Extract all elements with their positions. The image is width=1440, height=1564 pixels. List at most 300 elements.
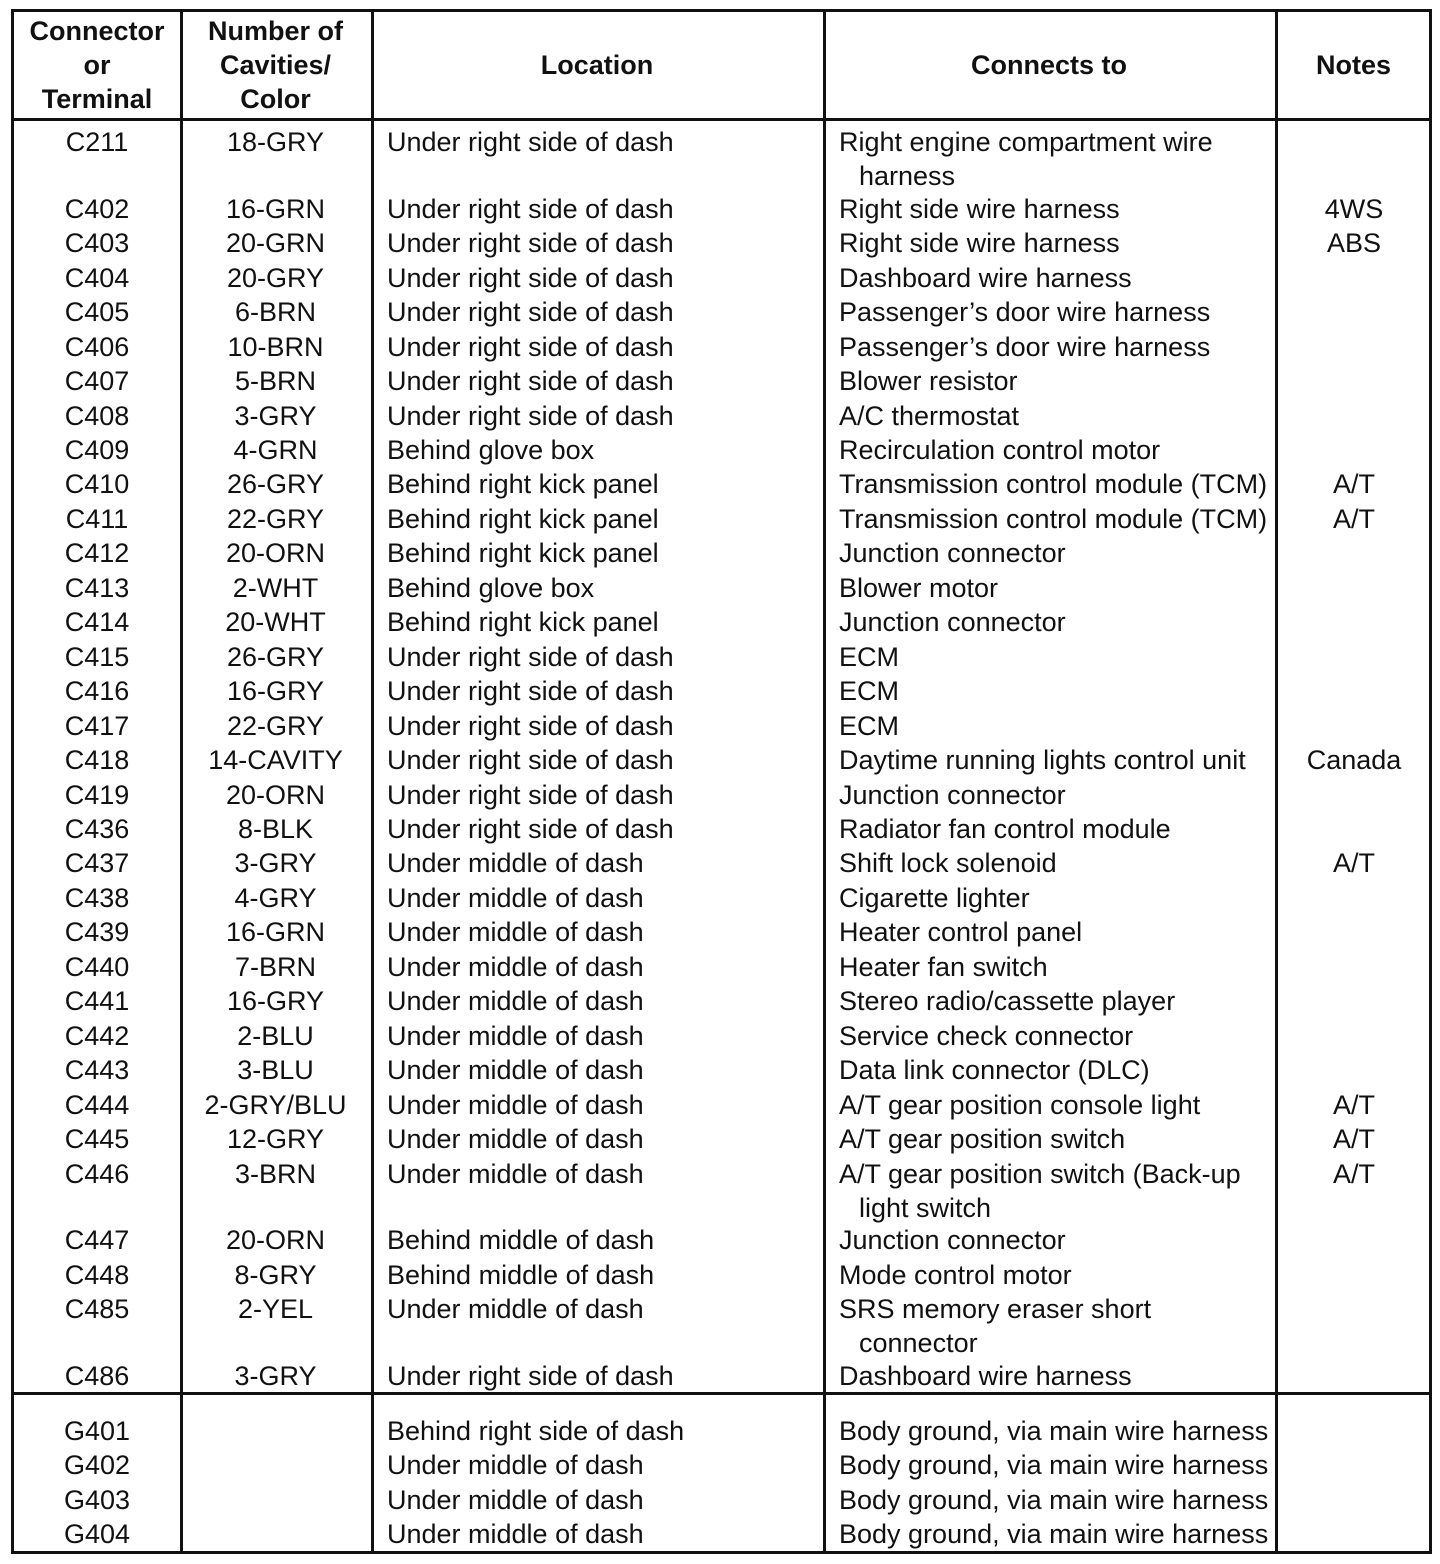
connects-to-cell-text: Service check connector: [839, 1021, 1134, 1051]
location-cell-text: Behind right kick panel: [387, 504, 659, 534]
location-cell-text: Under right side of dash: [387, 297, 674, 327]
connects-to-cell: [839, 846, 1279, 880]
cavities-cell: [180, 1258, 371, 1292]
connects-to-cell: [839, 640, 1279, 674]
cavities-cell: [180, 330, 371, 364]
connector-cell-text: C445: [64, 1124, 130, 1154]
connector-cell-text: C408: [64, 401, 130, 431]
location-cell-text: Under middle of dash: [387, 1294, 644, 1324]
connects-to-cell: [839, 1157, 1279, 1225]
connects-to-cell-text: A/T gear position switch: [839, 1124, 1126, 1154]
location-cell-text: Behind right side of dash: [387, 1416, 685, 1446]
connects-to-cell-text: Junction connector: [839, 607, 1066, 637]
cavities-cell-text: 3-GRY: [234, 1361, 317, 1391]
connects-to-cell-text: Mode control motor: [839, 1260, 1072, 1290]
connects-to-cell-text: Body ground, via main wire harness: [839, 1416, 1269, 1446]
notes-cell-text: ABS: [1326, 228, 1382, 258]
cavities-cell-text: 20-GRY: [226, 263, 325, 293]
location-cell-text: Under middle of dash: [387, 1021, 644, 1051]
connects-to-cell: [839, 1414, 1279, 1448]
connects-to-cell: [839, 1258, 1279, 1292]
connects-to-cell-text: Body ground, via main wire harness: [839, 1519, 1269, 1549]
cavities-cell-text: 8-BLK: [237, 814, 314, 844]
cavities-cell: [180, 364, 371, 398]
cavities-cell: [180, 950, 371, 984]
connector-cell-text: C412: [64, 538, 130, 568]
cavities-cell-text: 16-GRY: [226, 986, 325, 1016]
connects-to-continuation: harness: [859, 161, 956, 191]
connects-to-cell: [839, 743, 1279, 777]
connector-cell: [14, 502, 180, 536]
notes-cell-text: 4WS: [1324, 194, 1384, 224]
cavities-cell: [180, 467, 371, 501]
cavities-cell-text: 4-GRN: [233, 435, 318, 465]
location-cell: [387, 1359, 817, 1393]
cavities-cell-text: 26-GRY: [226, 469, 325, 499]
location-cell-text: Under right side of dash: [387, 401, 674, 431]
connector-cell: [14, 846, 180, 880]
connector-cell: [14, 571, 180, 605]
connector-cell: [14, 192, 180, 226]
connects-to-cell: [839, 226, 1279, 260]
notes-cell: [1276, 502, 1432, 536]
cavities-cell: [180, 1223, 371, 1257]
notes-cell: [1276, 1088, 1432, 1122]
connects-to-cell-text: Right engine compartment wire: [839, 127, 1213, 157]
connector-cell-text: C485: [64, 1294, 130, 1324]
cavities-cell: [180, 433, 371, 467]
location-cell-text: Under right side of dash: [387, 780, 674, 810]
connector-cell-text: C417: [64, 711, 130, 741]
connects-to-cell-text: Junction connector: [839, 780, 1066, 810]
connector-cell: [14, 295, 180, 329]
location-cell: [387, 1088, 817, 1122]
cavities-cell-text: 5-BRN: [234, 366, 316, 396]
connector-cell-text: G401: [63, 1416, 131, 1446]
notes-cell-text: Canada: [1306, 745, 1402, 775]
column-divider: [371, 12, 374, 1551]
connector-cell: [14, 1157, 180, 1191]
location-cell: [387, 330, 817, 364]
connects-to-cell: [839, 433, 1279, 467]
connects-to-cell-text: Heater control panel: [839, 917, 1083, 947]
location-cell-text: Under right side of dash: [387, 814, 674, 844]
connects-to-continuation: light switch: [859, 1193, 992, 1223]
connector-cell: [14, 812, 180, 846]
cavities-cell: [180, 261, 371, 295]
connector-cell: [14, 1053, 180, 1087]
connector-cell: [14, 399, 180, 433]
notes-cell-text: A/T: [1332, 1090, 1375, 1120]
location-cell: [387, 915, 817, 949]
cavities-cell: [180, 399, 371, 433]
cavities-cell-text: 2-GRY/BLU: [204, 1090, 347, 1120]
cavities-cell: [180, 778, 371, 812]
cavities-cell-text: 2-BLU: [237, 1021, 314, 1051]
connector-cell: [14, 125, 180, 159]
connects-to-cell-text: Recirculation control motor: [839, 435, 1161, 465]
connects-to-cell: [839, 1223, 1279, 1257]
header-notes: Notes: [1315, 50, 1391, 80]
connects-to-cell: [839, 467, 1279, 501]
cavities-cell-text: 2-WHT: [232, 573, 319, 603]
connector-cell: [14, 984, 180, 1018]
connects-to-cell: [839, 261, 1279, 295]
location-cell-text: Under right side of dash: [387, 194, 674, 224]
cavities-cell-text: 2-YEL: [237, 1294, 314, 1324]
location-cell: [387, 192, 817, 226]
connector-cell: [14, 1019, 180, 1053]
connector-cell: [14, 433, 180, 467]
location-cell-text: Behind right kick panel: [387, 607, 659, 637]
connector-cell-text: C413: [64, 573, 130, 603]
connects-to-cell: [839, 674, 1279, 708]
cavities-cell: [180, 1359, 371, 1393]
location-cell: [387, 433, 817, 467]
connects-to-cell: [839, 1359, 1279, 1393]
cavities-cell: [180, 709, 371, 743]
cavities-cell-text: 3-BRN: [234, 1159, 316, 1189]
location-cell-text: Under middle of dash: [387, 917, 644, 947]
connects-to-cell-text: A/C thermostat: [839, 401, 1020, 431]
connector-cell: [14, 605, 180, 639]
cavities-cell: [180, 1292, 371, 1326]
connector-cell-text: C446: [64, 1159, 130, 1189]
connector-cell-text: C437: [64, 848, 130, 878]
connects-to-cell: [839, 605, 1279, 639]
location-cell: [387, 846, 817, 880]
location-cell-text: Behind right kick panel: [387, 469, 659, 499]
connects-to-cell-text: ECM: [839, 676, 899, 706]
connector-cell-text: C436: [64, 814, 130, 844]
cavities-cell: [180, 226, 371, 260]
connector-cell: [14, 1292, 180, 1326]
connects-to-cell: [839, 709, 1279, 743]
connector-cell: [14, 226, 180, 260]
connector-cell-text: C415: [64, 642, 130, 672]
connects-to-cell-text: Body ground, via main wire harness: [839, 1450, 1269, 1480]
location-cell-text: Under right side of dash: [387, 366, 674, 396]
connects-to-cell: [839, 1448, 1279, 1482]
connects-to-cell: [839, 295, 1279, 329]
location-cell: [387, 1019, 817, 1053]
connector-cell-text: C407: [64, 366, 130, 396]
cavities-cell-text: 16-GRN: [225, 194, 326, 224]
cavities-cell: [180, 536, 371, 570]
cavities-cell-text: 16-GRN: [225, 917, 326, 947]
cavities-cell-text: 18-GRY: [226, 127, 325, 157]
connector-cell: [14, 640, 180, 674]
notes-cell: [1276, 743, 1432, 777]
cavities-cell: [180, 743, 371, 777]
location-cell-text: Under middle of dash: [387, 1450, 644, 1480]
location-cell-text: Behind middle of dash: [387, 1260, 655, 1290]
location-cell: [387, 1258, 817, 1292]
connector-cell: [14, 1448, 180, 1482]
cavities-cell: [180, 1053, 371, 1087]
location-cell-text: Under right side of dash: [387, 745, 674, 775]
notes-cell: [1276, 467, 1432, 501]
connects-to-cell: [839, 984, 1279, 1018]
location-cell-text: Under middle of dash: [387, 1124, 644, 1154]
connects-to-cell: [839, 1053, 1279, 1087]
notes-cell-text: A/T: [1332, 848, 1375, 878]
connects-to-cell: [839, 881, 1279, 915]
connector-cell-text: C402: [64, 194, 130, 224]
cavities-cell: [180, 640, 371, 674]
connector-cell: [14, 536, 180, 570]
connects-to-cell: [839, 1517, 1279, 1551]
connects-to-cell-text: Right side wire harness: [839, 228, 1120, 258]
cavities-cell: [180, 1122, 371, 1156]
connects-to-cell: [839, 571, 1279, 605]
cavities-cell-text: 20-ORN: [225, 1225, 326, 1255]
connects-to-cell: [839, 192, 1279, 226]
cavities-cell-text: 20-ORN: [225, 538, 326, 568]
notes-cell-text: A/T: [1332, 1159, 1375, 1189]
connector-cell-text: C441: [64, 986, 130, 1016]
notes-cell-text: A/T: [1332, 1124, 1375, 1154]
location-cell: [387, 709, 817, 743]
cavities-cell: [180, 295, 371, 329]
connector-cell-text: C403: [64, 228, 130, 258]
connector-cell: [14, 1517, 180, 1551]
connector-cell-text: C410: [64, 469, 130, 499]
connector-cell: [14, 261, 180, 295]
connector-cell: [14, 1223, 180, 1257]
connector-cell: [14, 950, 180, 984]
connects-to-cell-text: Shift lock solenoid: [839, 848, 1057, 878]
location-cell: [387, 743, 817, 777]
connector-cell-text: C211: [65, 127, 129, 157]
connects-to-cell: [839, 364, 1279, 398]
connector-cell: [14, 915, 180, 949]
location-cell: [387, 812, 817, 846]
connector-cell-text: C448: [64, 1260, 130, 1290]
location-cell-text: Under middle of dash: [387, 986, 644, 1016]
connects-to-cell-text: Blower motor: [839, 573, 999, 603]
cavities-cell: [180, 846, 371, 880]
connector-cell-text: G402: [63, 1450, 131, 1480]
cavities-cell-text: 3-GRY: [234, 848, 317, 878]
cavities-cell-text: 12-GRY: [226, 1124, 325, 1154]
cavities-cell: [180, 984, 371, 1018]
cavities-cell-text: 20-GRN: [225, 228, 326, 258]
location-cell: [387, 1122, 817, 1156]
header-divider: [14, 118, 1429, 121]
location-cell-text: Under right side of dash: [387, 228, 674, 258]
location-cell-text: Behind glove box: [387, 573, 595, 603]
connects-to-cell: [839, 915, 1279, 949]
connects-to-cell-text: Passenger’s door wire harness: [839, 297, 1211, 327]
connector-cell: [14, 467, 180, 501]
connector-cell: [14, 1088, 180, 1122]
connector-cell-text: C414: [64, 607, 130, 637]
connector-cell-text: C438: [64, 883, 130, 913]
connector-cell-text: C486: [64, 1361, 130, 1391]
connects-to-cell-text: SRS memory eraser short: [839, 1294, 1152, 1324]
notes-cell: [1276, 192, 1432, 226]
cavities-cell: [180, 502, 371, 536]
connects-to-cell: [839, 399, 1279, 433]
connects-to-cell-text: Transmission control module (TCM): [839, 469, 1268, 499]
cavities-cell-text: 3-BLU: [237, 1055, 314, 1085]
location-cell: [387, 1483, 817, 1517]
connects-to-cell-text: Passenger’s door wire harness: [839, 332, 1211, 362]
location-cell: [387, 467, 817, 501]
notes-cell: [1276, 1157, 1432, 1191]
cavities-cell-text: 8-GRY: [234, 1260, 317, 1290]
notes-cell: [1276, 1122, 1432, 1156]
location-cell-text: Under right side of dash: [387, 332, 674, 362]
connects-to-cell-text: Transmission control module (TCM): [839, 504, 1268, 534]
connector-cell: [14, 778, 180, 812]
cavities-cell-text: 20-WHT: [225, 607, 326, 637]
connects-to-cell-text: Radiator fan control module: [839, 814, 1171, 844]
connects-to-cell-text: Right side wire harness: [839, 194, 1120, 224]
location-cell: [387, 571, 817, 605]
cavities-cell-text: 3-GRY: [234, 401, 317, 431]
cavities-cell-text: 6-BRN: [234, 297, 316, 327]
connector-cell-text: C442: [64, 1021, 130, 1051]
location-cell-text: Under right side of dash: [387, 642, 674, 672]
location-cell-text: Under middle of dash: [387, 883, 644, 913]
location-cell: [387, 1448, 817, 1482]
location-cell: [387, 640, 817, 674]
cavities-cell: [180, 881, 371, 915]
connector-cell-text: C419: [64, 780, 130, 810]
location-cell-text: Under right side of dash: [387, 711, 674, 741]
location-cell-text: Under right side of dash: [387, 1361, 674, 1391]
location-cell-text: Under right side of dash: [387, 676, 674, 706]
connector-cell-text: C406: [64, 332, 130, 362]
location-cell-text: Under middle of dash: [387, 1485, 644, 1515]
connects-to-continuation: connector: [859, 1328, 978, 1358]
connects-to-cell: [839, 950, 1279, 984]
location-cell: [387, 125, 817, 159]
cavities-cell-text: 10-BRN: [227, 332, 324, 362]
location-cell-text: Under middle of dash: [387, 848, 644, 878]
cavities-cell: [180, 915, 371, 949]
connector-cell: [14, 364, 180, 398]
cavities-cell: [180, 605, 371, 639]
location-cell-text: Behind middle of dash: [387, 1225, 655, 1255]
connector-cell-text: C404: [64, 263, 130, 293]
header-location: Location: [540, 50, 654, 80]
location-cell: [387, 399, 817, 433]
connects-to-cell: [839, 1122, 1279, 1156]
connector-cell: [14, 1414, 180, 1448]
cavities-cell: [180, 571, 371, 605]
connects-to-cell: [839, 1088, 1279, 1122]
connects-to-cell-text: Stereo radio/cassette player: [839, 986, 1176, 1016]
location-cell: [387, 226, 817, 260]
location-cell-text: Under middle of dash: [387, 952, 644, 982]
connector-cell: [14, 743, 180, 777]
connector-cell-text: C418: [64, 745, 130, 775]
location-cell-text: Under middle of dash: [387, 1090, 644, 1120]
location-cell-text: Under middle of dash: [387, 1519, 644, 1549]
location-cell-text: Under middle of dash: [387, 1159, 644, 1189]
connects-to-cell-text: Daytime running lights control unit: [839, 745, 1246, 775]
notes-cell-text: A/T: [1332, 504, 1375, 534]
cavities-cell-text: 22-GRY: [226, 711, 325, 741]
location-cell: [387, 261, 817, 295]
cavities-cell: [180, 125, 371, 159]
connector-cell-text: C443: [64, 1055, 130, 1085]
header-connector: Connector or Terminal: [29, 16, 165, 114]
connector-cell-text: C444: [64, 1090, 130, 1120]
cavities-cell: [180, 674, 371, 708]
connects-to-cell: [839, 1483, 1279, 1517]
cavities-cell-text: 7-BRN: [234, 952, 316, 982]
location-cell: [387, 950, 817, 984]
connects-to-cell-text: A/T gear position console light: [839, 1090, 1201, 1120]
connects-to-cell: [839, 1292, 1279, 1360]
connector-cell-text: C405: [64, 297, 130, 327]
location-cell: [387, 536, 817, 570]
cavities-cell-text: 22-GRY: [226, 504, 325, 534]
connector-cell: [14, 1258, 180, 1292]
connects-to-cell-text: Dashboard wire harness: [839, 1361, 1132, 1391]
location-cell-text: Behind glove box: [387, 435, 595, 465]
location-cell: [387, 1414, 817, 1448]
connects-to-cell-text: Cigarette lighter: [839, 883, 1030, 913]
cavities-cell: [180, 1157, 371, 1191]
location-cell-text: Behind right kick panel: [387, 538, 659, 568]
connector-cell-text: C409: [64, 435, 130, 465]
column-divider: [823, 12, 826, 1551]
cavities-cell: [180, 812, 371, 846]
location-cell-text: Under right side of dash: [387, 127, 674, 157]
cavities-cell: [180, 1019, 371, 1053]
cavities-cell-text: 20-ORN: [225, 780, 326, 810]
connector-cell: [14, 881, 180, 915]
connects-to-cell-text: Body ground, via main wire harness: [839, 1485, 1269, 1515]
connects-to-cell: [839, 502, 1279, 536]
header-connects-to: Connects to: [970, 50, 1127, 80]
connector-cell: [14, 1359, 180, 1393]
location-cell-text: Under middle of dash: [387, 1055, 644, 1085]
connector-cell: [14, 1122, 180, 1156]
connector-cell-text: C439: [64, 917, 130, 947]
connects-to-cell-text: A/T gear position switch (Back-up: [839, 1159, 1241, 1189]
connector-cell: [14, 674, 180, 708]
connects-to-cell: [839, 812, 1279, 846]
location-cell: [387, 1223, 817, 1257]
connector-cell: [14, 709, 180, 743]
location-cell: [387, 502, 817, 536]
location-cell: [387, 778, 817, 812]
connector-cell-text: G404: [63, 1519, 131, 1549]
notes-cell: [1276, 226, 1432, 260]
notes-cell-text: A/T: [1332, 469, 1375, 499]
connector-cell-text: G403: [63, 1485, 131, 1515]
cavities-cell-text: 4-GRY: [234, 883, 317, 913]
location-cell: [387, 295, 817, 329]
connects-to-cell: [839, 1019, 1279, 1053]
location-cell: [387, 1157, 817, 1191]
connects-to-cell-text: Junction connector: [839, 538, 1066, 568]
connects-to-cell: [839, 125, 1279, 193]
location-cell: [387, 881, 817, 915]
location-cell: [387, 364, 817, 398]
connects-to-cell-text: ECM: [839, 711, 899, 741]
connector-table: [11, 9, 1432, 1554]
cavities-cell-text: 16-GRY: [226, 676, 325, 706]
cavities-cell-text: 26-GRY: [226, 642, 325, 672]
connects-to-cell-text: Heater fan switch: [839, 952, 1048, 982]
